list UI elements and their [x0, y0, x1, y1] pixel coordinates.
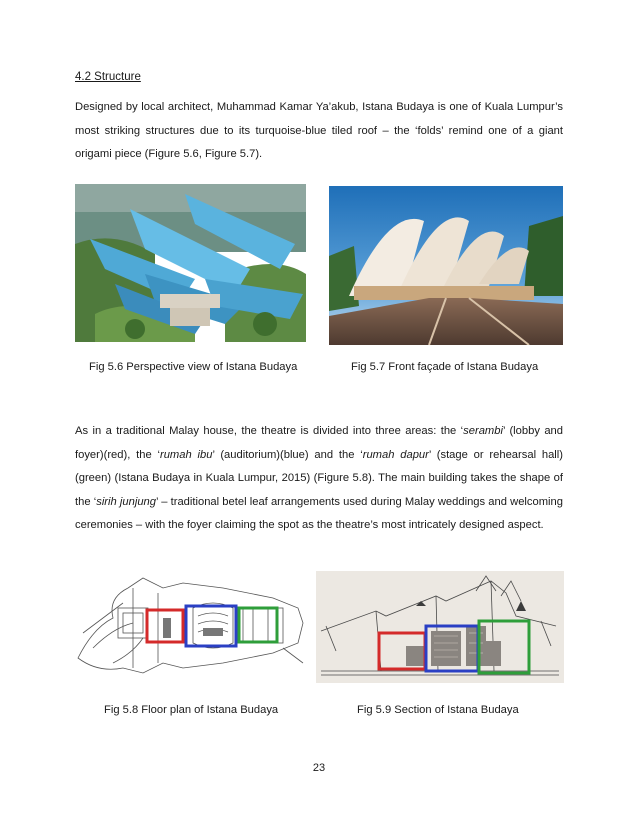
page-number: 23	[312, 762, 326, 774]
figure-caption-5-9: Fig 5.9 Section of Istana Budaya	[357, 704, 519, 716]
figure-caption-5-8: Fig 5.8 Floor plan of Istana Budaya	[104, 704, 279, 716]
figure-perspective-view	[75, 184, 306, 342]
figure-floor-plan	[73, 568, 309, 682]
figure-caption-5-6: Fig 5.6 Perspective view of Istana Budaya	[89, 361, 298, 373]
section-heading: 4.2 Structure	[75, 71, 141, 83]
figure-front-facade	[329, 186, 563, 345]
paragraph-intro: Designed by local architect, Muhammad Kamar Ya’akub, Istana Budaya is one of Kuala Lumpur’s most striking structures due to its turquoise-blue tiled roof – the ‘folds’ remind one of a giant origami piece (Figure 5.6, Figure 5.7).	[75, 101, 563, 160]
paragraph-zones: As in a traditional Malay house, the theatre is divided into three areas: the ‘serambi’ (lobby and foyer)(red), the ‘rumah ibu’ (auditorium)(blue) and the ‘rumah dapur’ (stage or rehearsal hall)(green) (Istana Budaya in Kuala Lumpur, 2015) (Figure 5.8). The main building takes the shape of the ‘sirih junjung’ – traditional betel leaf arrangements used during Malay weddings and welcoming ceremonies – with the foyer claiming the spot as the theatre’s most intricately designed aspect.	[75, 425, 563, 531]
figure-section	[316, 571, 564, 683]
figure-caption-5-7: Fig 5.7 Front façade of Istana Budaya	[351, 361, 539, 373]
